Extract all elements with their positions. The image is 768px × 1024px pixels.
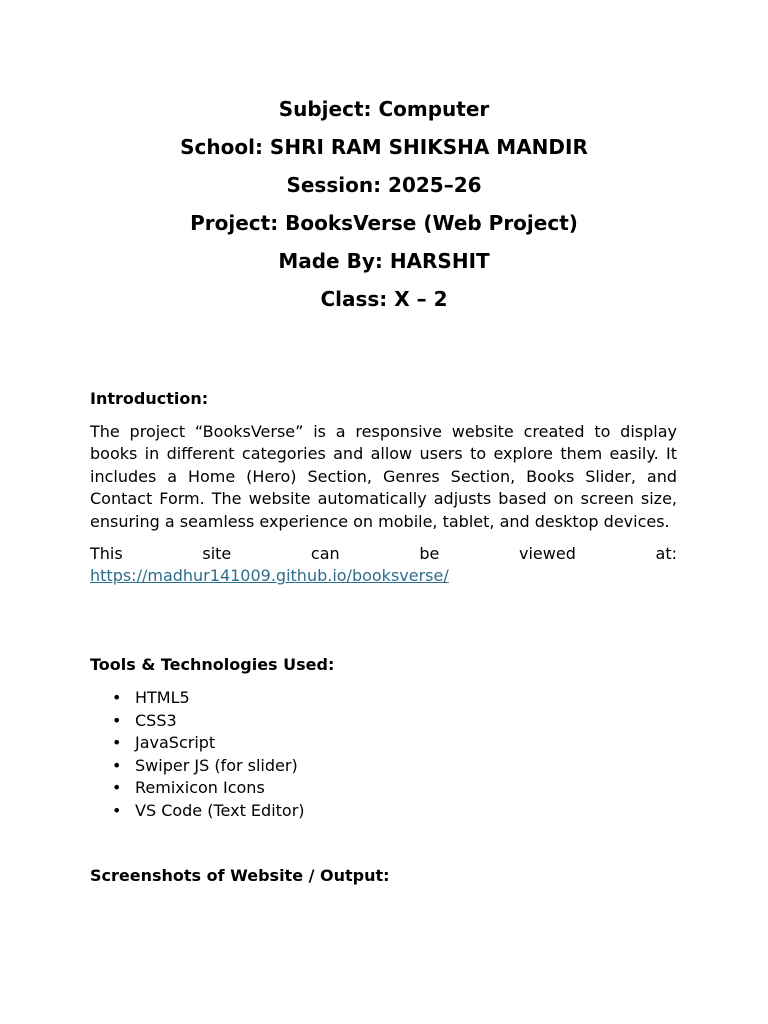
bullet-icon: • [112, 755, 122, 775]
tools-heading: Tools & Technologies Used: [90, 655, 335, 674]
list-item: • Swiper JS (for slider) [90, 755, 677, 778]
screenshots-section [90, 865, 677, 887]
tools-section [90, 654, 677, 823]
subject-line: Subject: Computer [278, 97, 490, 121]
website-link[interactable]: https://madhur141009.github.io/booksverse/ [90, 566, 449, 586]
bullet-icon: • [112, 688, 122, 707]
project-line: Project: BooksVerse (Web Project) [190, 211, 578, 235]
list-item: • Remixicon Icons [90, 777, 677, 800]
view-site-text: This site can be viewed at: [90, 544, 677, 564]
list-item: • HTML5 [90, 687, 677, 710]
bullet-icon: • [112, 710, 122, 730]
introduction-paragraph: The project “BooksVerse” is a responsive website created to display books in different categories and allow users to explore them easily. It includes a Home (Hero) Section, Genres Section, Books Slider, and Contact Form. The website automatically adjusts based on screen size, ensuring a seamless experience on mobile, tablet, and desktop devices. [90, 422, 677, 531]
school-line: School: SHRI RAM SHIKSHA MANDIR [180, 135, 588, 159]
list-item: • CSS3 [90, 710, 677, 733]
list-item: • VS Code (Text Editor) [90, 800, 677, 823]
title-block [0, 90, 768, 318]
made-by-line: Made By: HARSHIT [278, 249, 490, 273]
bullet-icon: • [112, 778, 122, 798]
session-line: Session: 2025–26 [286, 173, 482, 197]
list-item: • JavaScript [90, 732, 677, 755]
screenshots-heading: Screenshots of Website / Output: [90, 866, 390, 885]
introduction-heading: Introduction: [90, 389, 209, 408]
tools-list [90, 687, 677, 823]
bullet-icon: • [112, 800, 122, 820]
class-line: Class: X – 2 [320, 287, 448, 311]
introduction-section [90, 388, 677, 588]
bullet-icon: • [112, 733, 122, 753]
